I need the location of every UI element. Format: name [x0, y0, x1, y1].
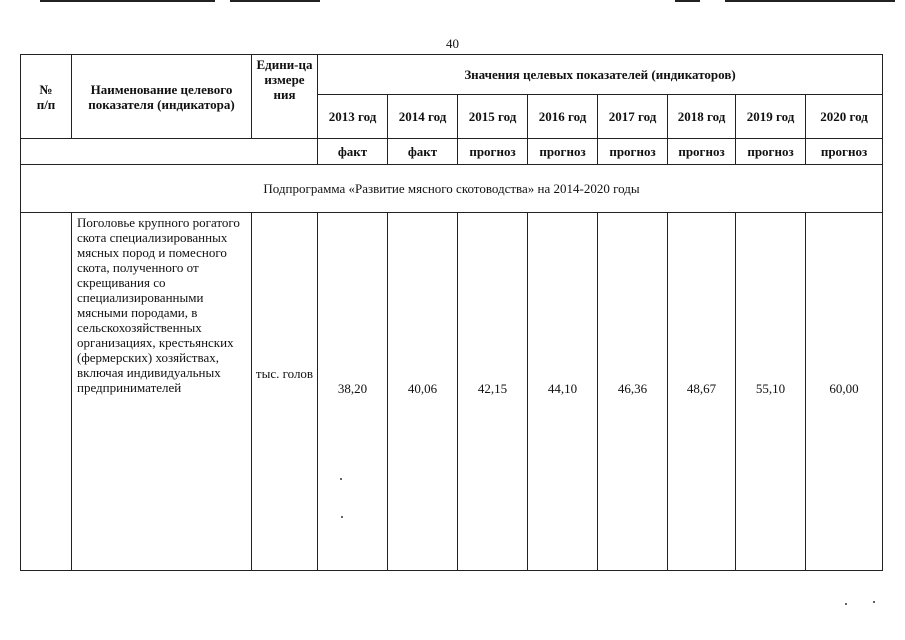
indicator-value: 38,20	[318, 213, 388, 571]
value-type-label: прогноз	[668, 139, 736, 165]
year-header: 2014 год	[388, 95, 458, 139]
indicator-value: 48,67	[668, 213, 736, 571]
scan-speck	[341, 516, 343, 518]
indicator-value: 60,00	[806, 213, 883, 571]
scan-edge-line	[40, 0, 215, 2]
indicator-value: 42,15	[458, 213, 528, 571]
scan-edge-line	[675, 0, 700, 2]
value-type-label: прогноз	[806, 139, 883, 165]
col-unit-header: Едини-ца измере ния	[252, 55, 318, 139]
year-header: 2020 год	[806, 95, 883, 139]
scan-edge-line	[230, 0, 320, 2]
value-type-label: прогноз	[528, 139, 598, 165]
scan-speck	[340, 478, 342, 480]
table-row	[21, 213, 883, 571]
value-type-label: прогноз	[458, 139, 528, 165]
value-type-label: прогноз	[598, 139, 668, 165]
col-number-header: № п/п	[21, 55, 72, 139]
subprogram-title: Подпрограмма «Развитие мясного скотоводства» на 2014-2020 годы	[21, 165, 883, 213]
values-group-header: Значения целевых показателей (индикаторов)	[318, 55, 883, 95]
row-number	[21, 213, 72, 571]
value-type-label: факт	[388, 139, 458, 165]
indicator-value: 46,36	[598, 213, 668, 571]
indicator-value: 40,06	[388, 213, 458, 571]
indicators-table	[20, 54, 883, 571]
value-type-label: факт	[318, 139, 388, 165]
type-row-spacer	[21, 139, 318, 165]
value-type-label: прогноз	[736, 139, 806, 165]
col-name-header: Наименование целевого показателя (индикатора)	[72, 55, 252, 139]
indicator-value: 55,10	[736, 213, 806, 571]
year-header: 2016 год	[528, 95, 598, 139]
year-header: 2013 год	[318, 95, 388, 139]
indicator-unit: тыс. голов	[252, 213, 318, 571]
indicator-value: 44,10	[528, 213, 598, 571]
scan-edge-line	[725, 0, 895, 2]
page-number: 40	[446, 36, 459, 51]
year-header: 2015 год	[458, 95, 528, 139]
scan-speck	[873, 601, 875, 603]
scan-speck	[845, 603, 847, 605]
year-header: 2017 год	[598, 95, 668, 139]
year-header: 2018 год	[668, 95, 736, 139]
indicator-name: Поголовье крупного рогатого скота специализированных мясных пород и помесного скота, полученного от скрещивания со специализированными мясными породами, в сельскохозяйственных организациях, крестьянских (фермерских) хозяйствах, включая индивидуальных предпринимателей	[72, 213, 252, 571]
year-header: 2019 год	[736, 95, 806, 139]
